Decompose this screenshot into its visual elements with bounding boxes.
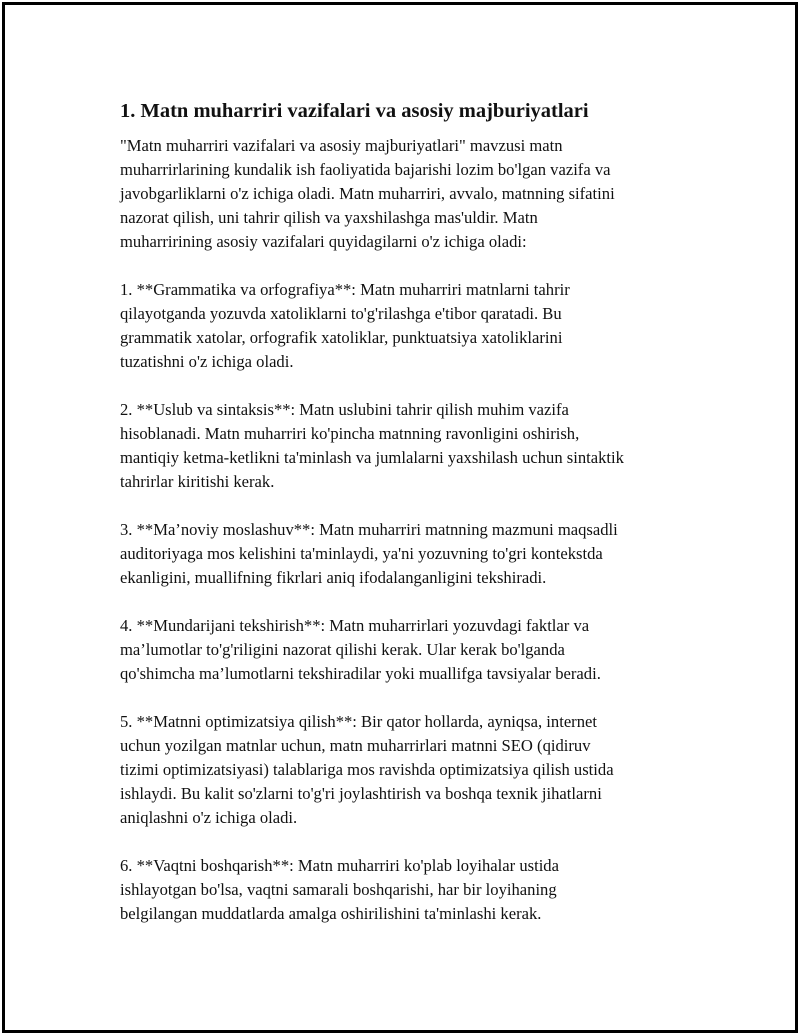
optimization-paragraph: 5. **Matnni optimizatsiya qilish**: Bir qator hollarda, ayniqsa, internet uchun yozilgan matnlar uchun, matn muharrirlari matnni SEO (qidiruv tizimi optimizatsiyasi) talablariga mos ravishda optimizatsiya qilish ustida ishlaydi. Bu kalit so'zlarni to'g'ri joylashtirish va boshqa texnik jihatlarni aniqlashni o'z ichiga oladi.	[120, 712, 614, 827]
style-paragraph: 2. **Uslub va sintaksis**: Matn uslubini tahrir qilish muhim vazifa hisoblanadi. Matn muharriri ko'pincha matnning ravonligini oshirish, mantiqiy ketma-ketlikni ta'minlash va jumlalarni yaxshilash uchun sintaktik tahrirlar kiritishi kerak.	[120, 400, 624, 491]
time-management-paragraph: 6. **Vaqtni boshqarish**: Matn muharriri ko'plab loyihalar ustida ishlayotgan bo'lsa, vaqtni samarali boshqarishi, har bir loyihaning belgilangan muddatlarda amalga oshirilishini ta'minlashi kerak.	[120, 856, 559, 923]
document-body	[120, 98, 700, 926]
grammar-paragraph: 1. **Grammatika va orfografiya**: Matn muharriri matnlarni tahrir qilayotganda yozuvda xatoliklarni to'g'rilashga e'tibor qaratadi. Bu grammatik xatolar, orfografik xatoliklar, punktuatsiya xatoliklarini tuzatishni o'z ichiga oladi.	[120, 280, 570, 371]
intro-paragraph: "Matn muharriri vazifalari va asosiy majburiyatlari" mavzusi matn muharrirlarining kundalik ish faoliyatida bajarishi lozim bo'lgan vazifa va javobgarliklarni o'z ichiga oladi. Matn muharriri, avvalo, matnning sifatini nazorat qilish, uni tahrir qilish va yaxshilashga mas'uldir. Matn muharririning asosiy vazifalari quyidagilarni o'z ichiga oladi:	[120, 136, 615, 251]
page-frame	[2, 2, 798, 1033]
section-heading: 1. Matn muharriri vazifalari va asosiy majburiyatlari	[120, 100, 589, 122]
semantic-paragraph: 3. **Ma’noviy moslashuv**: Matn muharriri matnning mazmuni maqsadli auditoriyaga mos kelishini ta'minlaydi, ya'ni yozuvning to'gri kontekstda ekanligini, muallifning fikrlari aniq ifodalanganligini tekshiradi.	[120, 520, 618, 587]
content-check-paragraph: 4. **Mundarijani tekshirish**: Matn muharrirlari yozuvdagi faktlar va ma’lumotlar to'g'riligini nazorat qilishi kerak. Ular kerak bo'lganda qo'shimcha ma’lumotlarni tekshiradilar yoki muallifga tavsiyalar beradi.	[120, 616, 601, 683]
